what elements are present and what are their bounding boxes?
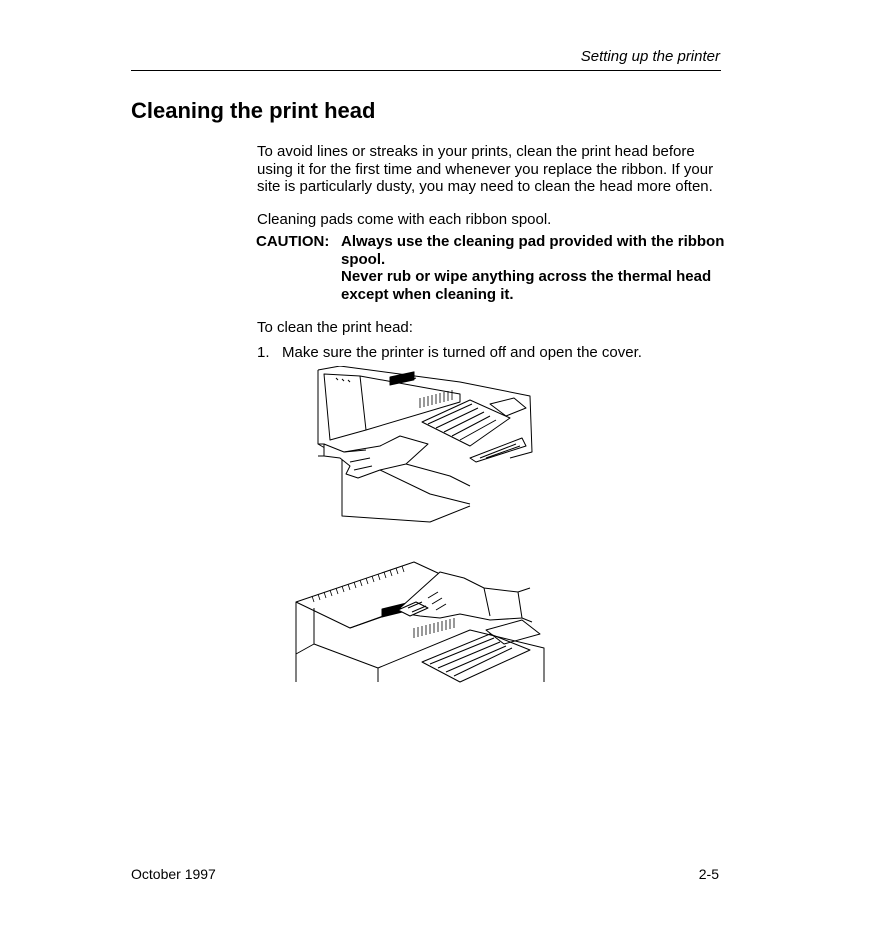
pads-paragraph: Cleaning pads come with each ribbon spool. <box>257 211 552 228</box>
caution-text <box>341 233 726 303</box>
section-title: Cleaning the print head <box>131 98 376 123</box>
caution-line-2: Never rub or wipe anything across the thermal head except when cleaning it. <box>341 268 712 303</box>
intro-paragraph: To avoid lines or streaks in your prints, clean the print head before using it for the first time and whenever you replace the ribbon. If your site is particularly dusty, you may need to clean the head more often. <box>257 143 714 195</box>
caution-line-1: Always use the cleaning pad provided with the ribbon spool. <box>341 233 725 268</box>
lead-in-paragraph: To clean the print head: <box>257 319 413 336</box>
clean-head-illustration <box>290 558 550 686</box>
step-number: 1. <box>257 344 270 361</box>
footer-date: October 1997 <box>131 866 216 882</box>
running-header: Setting up the printer <box>580 48 720 65</box>
header-rule <box>131 70 721 71</box>
step-text: Make sure the printer is turned off and open the cover. <box>282 344 642 361</box>
footer-page-number: 2-5 <box>698 866 719 882</box>
open-cover-illustration <box>310 366 540 526</box>
caution-label: CAUTION: <box>256 233 330 250</box>
